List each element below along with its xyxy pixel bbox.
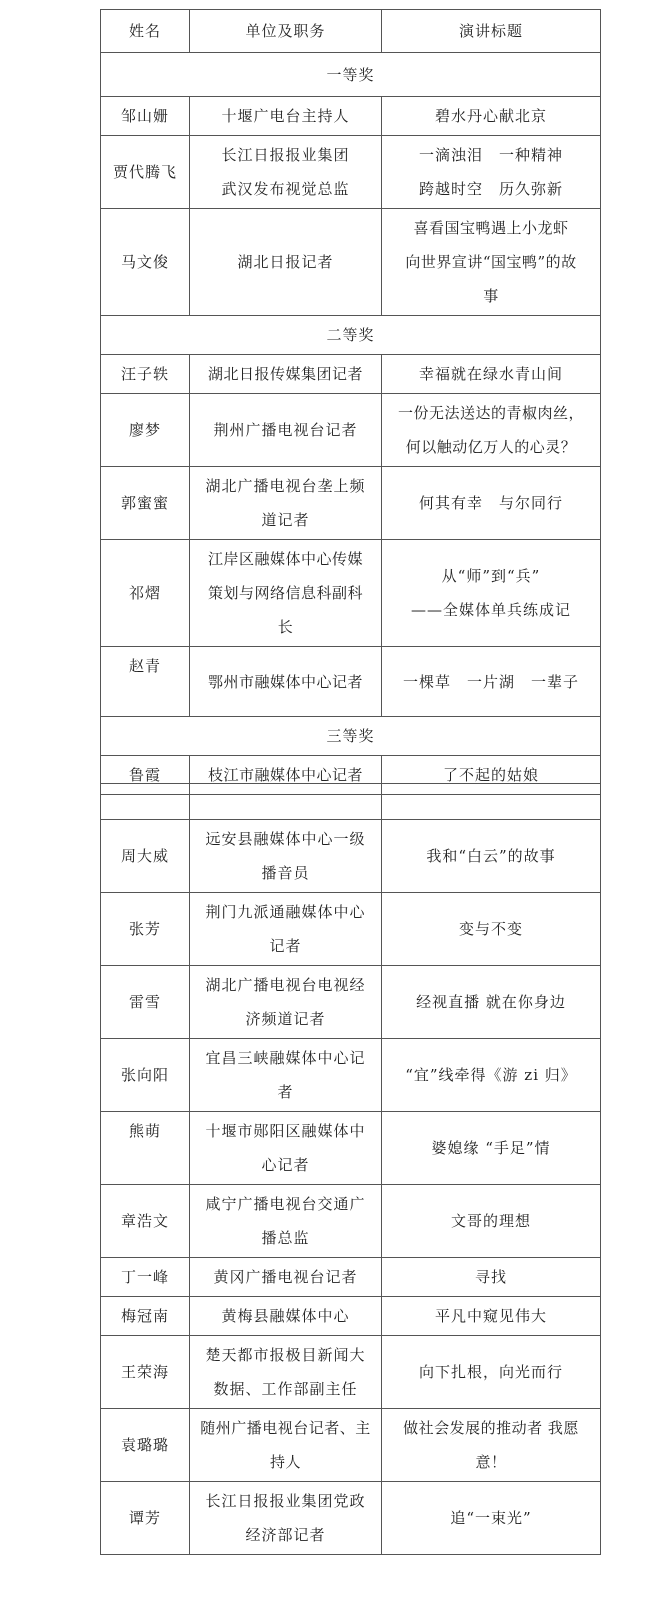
org-line: 数据、工作部副主任 bbox=[213, 1380, 358, 1398]
org-line: 济频道记者 bbox=[245, 1010, 326, 1028]
title-line: 碧水丹心献北京 bbox=[434, 107, 547, 125]
org-line: 荆州广播电视台记者 bbox=[213, 421, 358, 439]
cell-org bbox=[190, 355, 382, 394]
table-row bbox=[101, 1297, 601, 1336]
cell-org bbox=[190, 467, 382, 540]
title-line: 何以触动亿万人的心灵？ bbox=[405, 438, 577, 456]
org-line: 十堰市郧阳区融媒体中 bbox=[205, 1122, 366, 1140]
title-line: 文哥的理想 bbox=[450, 1212, 531, 1230]
org-line: 湖北广播电视台垄上频 bbox=[205, 477, 366, 495]
table-row bbox=[101, 1185, 601, 1258]
cell-name: 章浩文 bbox=[101, 1185, 190, 1258]
org-line: 十堰广电台主持人 bbox=[221, 107, 350, 125]
cell-name: 袁璐璐 bbox=[101, 1409, 190, 1482]
org-line: 道记者 bbox=[261, 511, 310, 529]
cell-name: 郭蜜蜜 bbox=[101, 467, 190, 540]
cell-speech-title bbox=[382, 467, 601, 540]
cell-org bbox=[190, 893, 382, 966]
cell-speech-title bbox=[382, 893, 601, 966]
org-line: 楚天都市报极目新闻大 bbox=[205, 1346, 366, 1364]
org-line: 远安县融媒体中心一级 bbox=[205, 830, 366, 848]
title-line: 向下扎根，向光而行 bbox=[418, 1363, 563, 1381]
table-row bbox=[101, 966, 601, 1039]
title-line: 经视直播 就在你身边 bbox=[416, 993, 566, 1011]
org-line: 湖北日报传媒集团记者 bbox=[207, 365, 363, 383]
cell-org bbox=[190, 1039, 382, 1112]
title-line: 寻找 bbox=[474, 1268, 507, 1286]
table-row bbox=[101, 1258, 601, 1297]
cell-name: 邹山姗 bbox=[101, 97, 190, 136]
cell-name: 汪子轶 bbox=[101, 355, 190, 394]
title-line: 跨越时空 历久弥新 bbox=[418, 180, 563, 198]
cell-speech-title bbox=[382, 136, 601, 209]
org-line: 宜昌三峡融媒体中心记 bbox=[205, 1049, 366, 1067]
org-line: 荆门九派通融媒体中心 bbox=[205, 903, 366, 921]
cell-org bbox=[190, 1112, 382, 1185]
table-row bbox=[101, 647, 601, 717]
cell-name: 张向阳 bbox=[101, 1039, 190, 1112]
title-line: 幸福就在绿水青山间 bbox=[418, 365, 563, 383]
cell-name: 梅冠南 bbox=[101, 1297, 190, 1336]
org-line: 湖北日报记者 bbox=[237, 253, 334, 271]
cell-speech-title bbox=[382, 966, 601, 1039]
cell-org bbox=[190, 1185, 382, 1258]
cell-org bbox=[190, 394, 382, 467]
cell-name: 熊萌 bbox=[101, 1112, 190, 1185]
cell-name: 雷雪 bbox=[101, 966, 190, 1039]
org-line: 鄂州市融媒体中心记者 bbox=[207, 672, 363, 691]
cell-speech-title bbox=[382, 1336, 601, 1409]
title-line: ——全媒体单兵练成记 bbox=[410, 601, 571, 619]
title-line: 一份无法送达的青椒肉丝， bbox=[397, 404, 584, 422]
org-line: 咸宁广播电视台交通广 bbox=[205, 1195, 366, 1213]
org-line: 策划与网络信息科副科 bbox=[207, 584, 363, 602]
title-line: 一滴浊泪 一种精神 bbox=[418, 146, 563, 164]
org-line: 心记者 bbox=[261, 1156, 310, 1174]
table-row bbox=[101, 1409, 601, 1482]
org-line: 记者 bbox=[269, 937, 302, 955]
org-line: 播音员 bbox=[261, 864, 310, 882]
header-name: 姓名 bbox=[101, 10, 190, 53]
org-line: 播总监 bbox=[261, 1229, 310, 1247]
org-line: 持人 bbox=[269, 1453, 301, 1471]
cell-org bbox=[190, 647, 382, 717]
table-row bbox=[101, 1482, 601, 1555]
section-row bbox=[101, 316, 601, 355]
table-row bbox=[101, 820, 601, 893]
table-row bbox=[101, 97, 601, 136]
cell-org bbox=[190, 136, 382, 209]
org-line: 黄梅县融媒体中心 bbox=[221, 1307, 350, 1325]
cell-name: 鲁霞 bbox=[101, 756, 190, 795]
org-line: 长江日报报业集团 bbox=[221, 146, 350, 164]
section-title-first-prize: 一等奖 bbox=[101, 53, 601, 97]
section-title-second-prize: 二等奖 bbox=[101, 316, 601, 355]
title-line: 意！ bbox=[475, 1453, 507, 1471]
org-line: 武汉发布视觉总监 bbox=[221, 180, 350, 198]
cell-name: 赵青 bbox=[101, 647, 190, 717]
table-row bbox=[101, 136, 601, 209]
cell-name: 祁熠 bbox=[101, 540, 190, 647]
section-row bbox=[101, 53, 601, 97]
title-line: 向世界宣讲“国宝鸭”的故 bbox=[405, 253, 577, 271]
org-line: 长江日报报业集团党政 bbox=[205, 1492, 366, 1510]
title-line: 追“一束光” bbox=[450, 1509, 532, 1527]
cell-name: 周大威 bbox=[101, 820, 190, 893]
cell-name: 丁一峰 bbox=[101, 1258, 190, 1297]
cell-speech-title bbox=[382, 1409, 601, 1482]
cell-speech-title bbox=[382, 355, 601, 394]
cell-org bbox=[190, 1409, 382, 1482]
title-line: 做社会发展的推动者 我愿 bbox=[403, 1419, 579, 1437]
table-header-row bbox=[101, 10, 601, 53]
title-line: 变与不变 bbox=[458, 920, 523, 938]
title-line: “宜”线牵得《游 zi 归》 bbox=[405, 1066, 577, 1084]
cell-name bbox=[101, 784, 190, 820]
org-line: 枝江市融媒体中心记者 bbox=[207, 766, 363, 784]
table-row bbox=[101, 467, 601, 540]
table-row bbox=[101, 1112, 601, 1185]
cell-org bbox=[190, 1297, 382, 1336]
section-title-third-prize: 三等奖 bbox=[101, 717, 601, 756]
org-line: 者 bbox=[277, 1083, 294, 1101]
title-line: 了不起的姑娘 bbox=[442, 766, 539, 784]
table-row bbox=[101, 1336, 601, 1409]
awards-table-part-1 bbox=[100, 9, 601, 795]
cell-speech-title bbox=[382, 1258, 601, 1297]
table-row bbox=[101, 1039, 601, 1112]
cell-speech-title bbox=[382, 820, 601, 893]
org-line: 江岸区融媒体中心传媒 bbox=[207, 550, 363, 568]
cell-speech-title bbox=[382, 1112, 601, 1185]
title-line: 我和“白云”的故事 bbox=[426, 847, 556, 865]
cell-speech-title bbox=[382, 540, 601, 647]
cell-org bbox=[190, 1258, 382, 1297]
title-line: 何其有幸 与尔同行 bbox=[418, 494, 563, 512]
cell-speech-title bbox=[382, 1482, 601, 1555]
title-line: 平凡中窥见伟大 bbox=[434, 1307, 547, 1325]
cell-name: 王荣海 bbox=[101, 1336, 190, 1409]
awards-table-part-2 bbox=[100, 783, 601, 1555]
cell-name: 马文俊 bbox=[101, 209, 190, 316]
cell-speech-title bbox=[382, 1297, 601, 1336]
cell-speech-title bbox=[382, 784, 601, 820]
table-row bbox=[101, 394, 601, 467]
cell-org bbox=[190, 540, 382, 647]
cell-speech-title bbox=[382, 394, 601, 467]
cell-org bbox=[190, 966, 382, 1039]
header-org: 单位及职务 bbox=[190, 10, 382, 53]
cell-org bbox=[190, 784, 382, 820]
title-line: 从“师”到“兵” bbox=[441, 567, 541, 585]
cell-org bbox=[190, 1336, 382, 1409]
cell-speech-title bbox=[382, 209, 601, 316]
cell-name: 张芳 bbox=[101, 893, 190, 966]
table-row bbox=[101, 209, 601, 316]
org-line: 湖北广播电视台电视经 bbox=[205, 976, 366, 994]
cell-org bbox=[190, 820, 382, 893]
title-line: 事 bbox=[483, 287, 499, 305]
table-row bbox=[101, 893, 601, 966]
org-line: 黄冈广播电视台记者 bbox=[213, 1268, 358, 1286]
title-line: 喜看国宝鸭遇上小龙虾 bbox=[413, 219, 569, 237]
cell-speech-title bbox=[382, 1185, 601, 1258]
title-line: 婆媳缘 “手足”情 bbox=[431, 1139, 551, 1157]
cell-speech-title bbox=[382, 1039, 601, 1112]
header-title: 演讲标题 bbox=[382, 10, 601, 53]
cell-org bbox=[190, 97, 382, 136]
org-line: 经济部记者 bbox=[245, 1526, 326, 1544]
cell-org bbox=[190, 1482, 382, 1555]
title-line: 一棵草 一片湖 一辈子 bbox=[402, 672, 579, 691]
org-line: 长 bbox=[277, 618, 294, 636]
table-row bbox=[101, 355, 601, 394]
cell-name: 贾代腾飞 bbox=[101, 136, 190, 209]
table-row bbox=[101, 540, 601, 647]
section-row bbox=[101, 717, 601, 756]
cell-name: 谭芳 bbox=[101, 1482, 190, 1555]
cell-org bbox=[190, 209, 382, 316]
org-line: 随州广播电视台记者、主 bbox=[200, 1419, 371, 1437]
cell-speech-title bbox=[382, 647, 601, 717]
table-row-empty bbox=[101, 784, 601, 820]
cell-name: 廖梦 bbox=[101, 394, 190, 467]
cell-speech-title bbox=[382, 97, 601, 136]
